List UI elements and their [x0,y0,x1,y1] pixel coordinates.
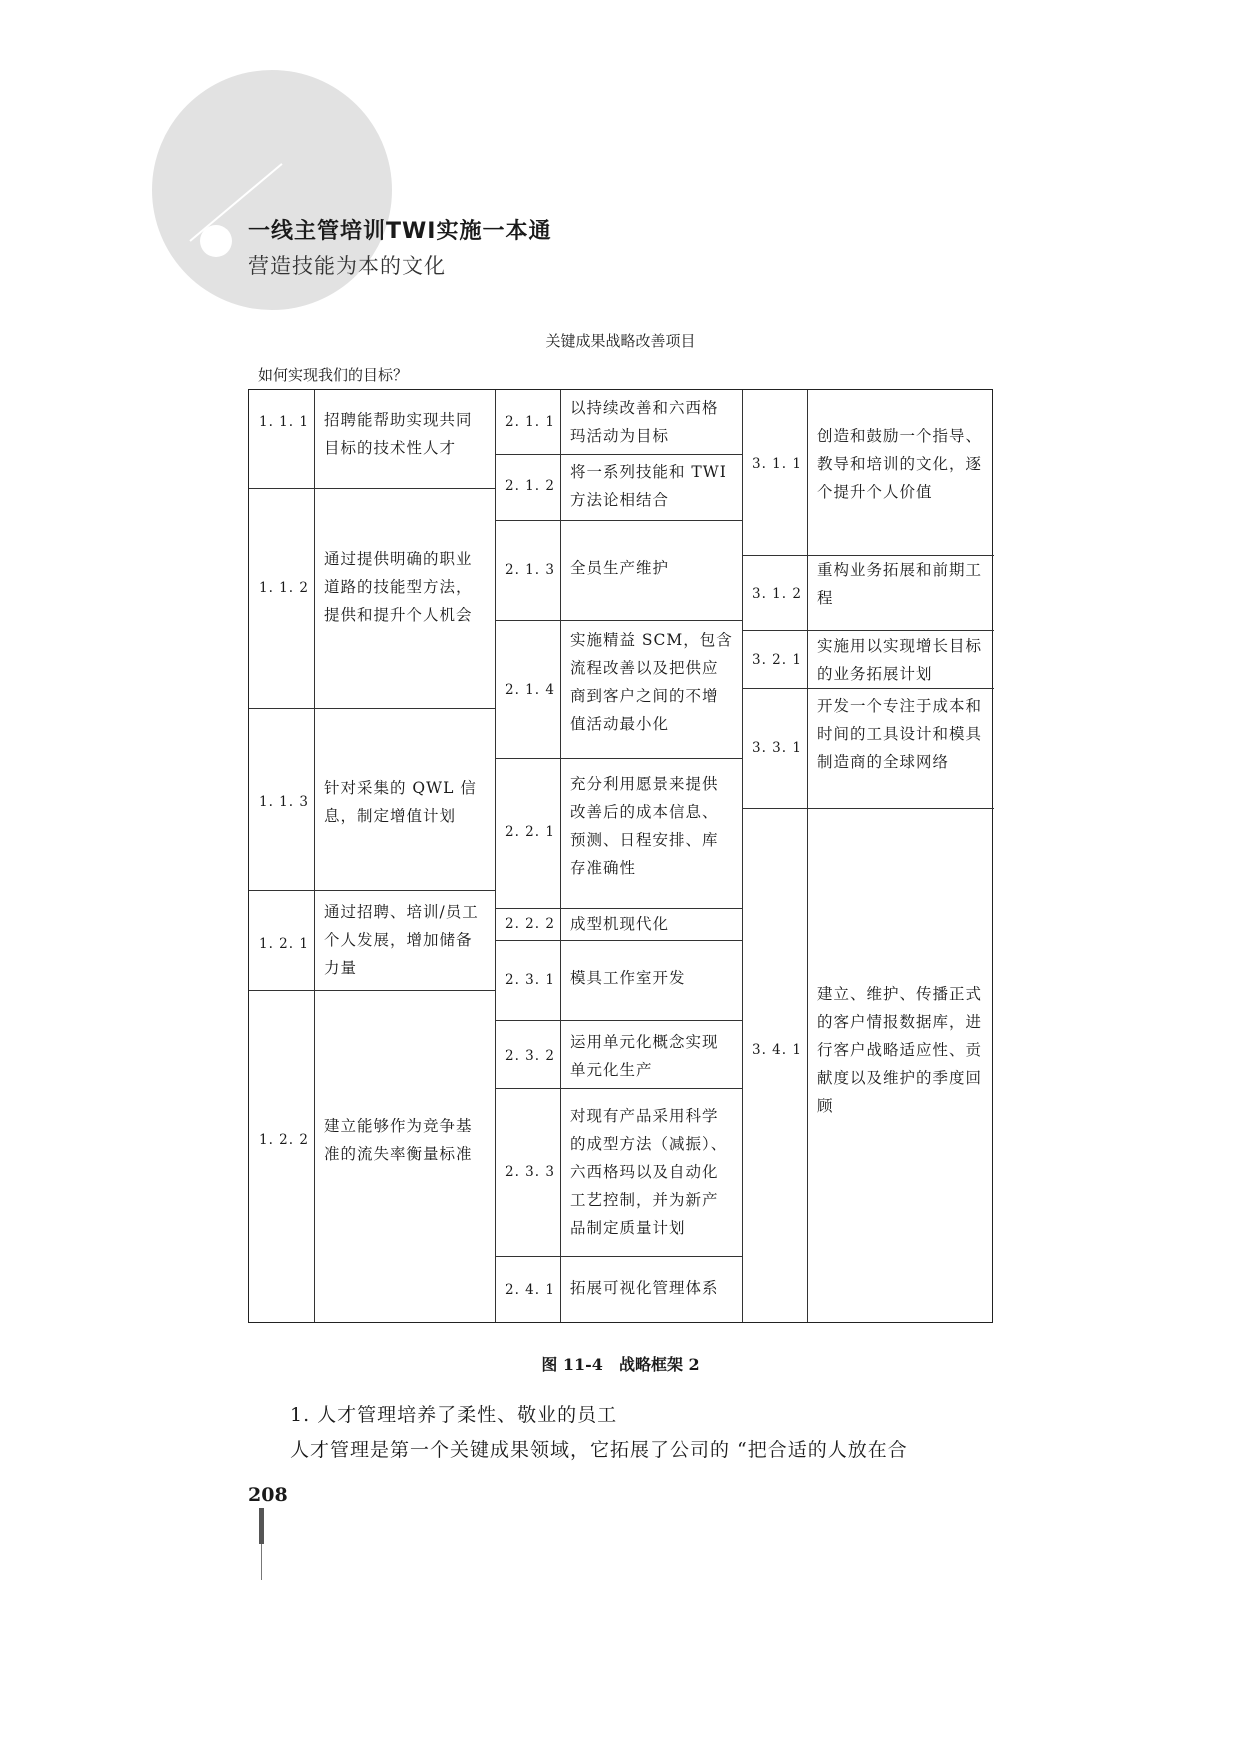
item-text: 开发一个专注于成本和时间的工具设计和模具制造商的全球网络 [817,697,983,771]
page-marker-line [261,1544,262,1580]
strategy-framework-table [248,389,993,1323]
row-divider [742,808,994,809]
row-divider [249,990,495,991]
body-paragraph: 人才管理是第一个关键成果领域，它拓展了公司的 “把合适的人放在合 [290,1439,908,1461]
row-divider [495,1256,742,1257]
column-divider [807,390,808,1322]
item-text: 拓展可视化管理体系 [570,1279,719,1297]
item-number: 2. 3. 3 [505,1164,555,1180]
item-text: 以持续改善和六西格玛活动为目标 [570,399,719,445]
header-decoration-dot [200,225,232,257]
item-text: 运用单元化概念实现单元化生产 [570,1033,719,1079]
row-divider [495,908,742,909]
item-text: 实施精益 SCM，包含流程改善以及把供应商到客户之间的不增值活动最小化 [570,631,733,733]
column-divider [742,390,743,1322]
row-divider [495,620,742,621]
item-number: 2. 4. 1 [505,1282,555,1298]
item-text: 模具工作室开发 [570,969,686,987]
item-number: 2. 2. 2 [505,916,555,932]
item-number: 2. 3. 2 [505,1048,555,1064]
item-text: 对现有产品采用科学的成型方法（减振）、六西格玛以及自动化工艺控制，并为新产品制定质量计划 [570,1107,728,1237]
row-divider [249,890,495,891]
item-text: 成型机现代化 [570,915,670,933]
item-number: 2. 1. 1 [505,414,555,430]
column-divider [314,390,315,1322]
item-number: 1. 1. 1 [259,414,309,430]
row-divider [495,940,742,941]
row-divider [495,1088,742,1089]
item-text: 建立、维护、传播正式的客户情报数据库，进行客户战略适应性、贡献度以及维护的季度回顾 [817,985,983,1115]
row-divider [495,1020,742,1021]
item-text: 通过提供明确的职业道路的技能型方法，提供和提升个人机会 [324,550,473,624]
column-divider [495,390,496,1322]
item-text: 建立能够作为竞争基准的流失率衡量标准 [324,1117,473,1163]
figure-heading: 关键成果战略改善项目 [545,332,696,350]
page-marker-bar [259,1508,264,1544]
item-number: 1. 2. 2 [259,1132,309,1148]
item-number: 2. 1. 4 [505,682,555,698]
section-heading: 1. 人才管理培养了柔性、敬业的员工 [290,1404,618,1426]
row-divider [495,758,742,759]
item-number: 2. 1. 2 [505,478,555,494]
item-text: 全员生产维护 [570,559,670,577]
item-text: 实施用以实现增长目标的业务拓展计划 [817,637,983,683]
row-divider [249,708,495,709]
item-number: 3. 1. 2 [752,586,802,602]
book-title: 一线主管培训TWI实施一本通 [248,219,552,244]
item-text: 针对采集的 QWL 信息，制定增值计划 [324,779,477,825]
item-text: 将一系列技能和 TWI 方法论相结合 [570,463,727,509]
item-text: 充分利用愿景来提供改善后的成本信息、预测、日程安排、库存准确性 [570,775,719,877]
item-number: 3. 4. 1 [752,1042,802,1058]
row-divider [742,630,994,631]
figure-caption: 图 11-4 战略框架 2 [541,1355,700,1374]
row-divider [249,488,495,489]
column-divider [560,390,561,1322]
item-number: 2. 1. 3 [505,562,555,578]
item-number: 2. 2. 1 [505,824,555,840]
chapter-subtitle: 营造技能为本的文化 [248,254,446,278]
item-text: 招聘能帮助实现共同目标的技术性人才 [324,411,473,457]
item-text: 创造和鼓励一个指导、教导和培训的文化，逐个提升个人价值 [817,427,983,501]
row-divider [742,688,994,689]
item-number: 3. 1. 1 [752,456,802,472]
item-number: 1. 1. 2 [259,580,309,596]
page-number: 208 [248,1484,288,1506]
item-number: 3. 3. 1 [752,740,802,756]
item-number: 1. 1. 3 [259,794,309,810]
item-number: 3. 2. 1 [752,652,802,668]
item-text: 重构业务拓展和前期工程 [817,561,983,607]
row-divider [495,454,742,455]
item-number: 2. 3. 1 [505,972,555,988]
figure-question: 如何实现我们的目标？ [258,366,409,384]
item-text: 通过招聘、培训/员工个人发展，增加储备力量 [324,903,479,977]
row-divider [495,520,742,521]
item-number: 1. 2. 1 [259,936,309,952]
